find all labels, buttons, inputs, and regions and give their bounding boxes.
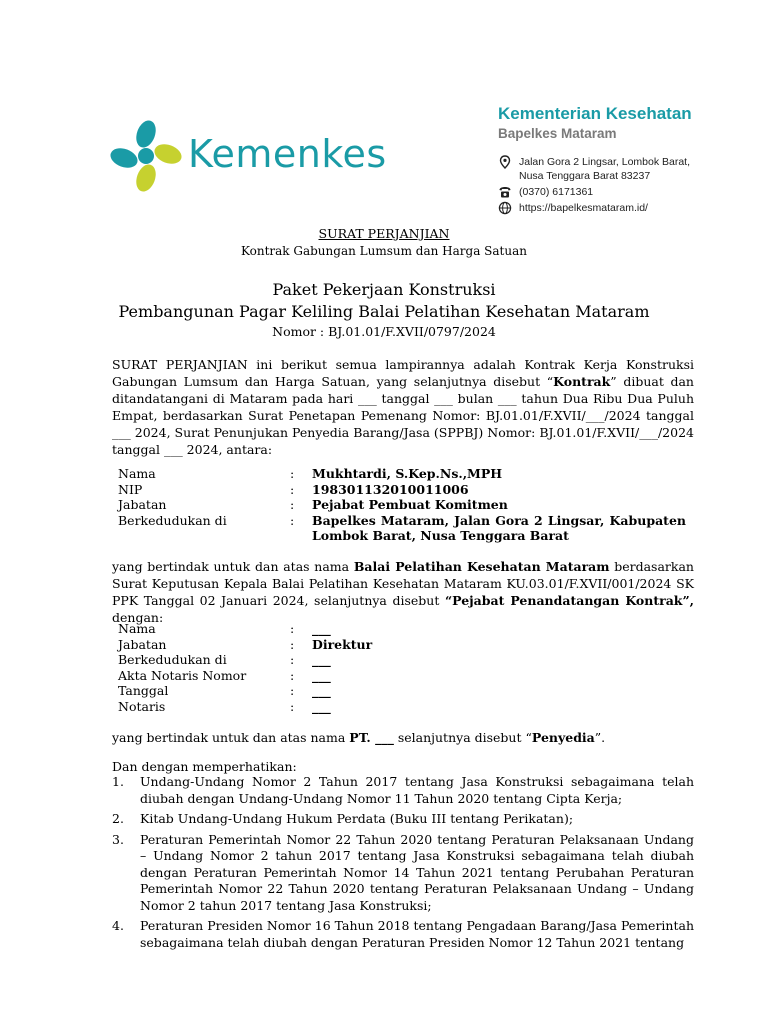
party2-fields — [118, 621, 686, 714]
list-item — [112, 832, 694, 915]
colon: : — [290, 466, 295, 481]
list-number: 1. — [112, 774, 124, 789]
document-type-title: SURAT PERJANJIAN — [318, 226, 450, 241]
field-value: Direktur — [312, 636, 373, 652]
colon: : — [290, 512, 295, 528]
field-row — [118, 497, 686, 513]
intro-text-1: SURAT PERJANJIAN ini berikut semua lampirannya adalah Kontrak Kerja Konstruksi Gabungan Lumsum dan Harga Satuan, yang selanjutnya disebut “ — [112, 357, 694, 389]
list-item — [112, 918, 694, 951]
field-value: ___ — [312, 667, 331, 683]
rep2-text-3: ”. — [594, 730, 606, 745]
field-row — [118, 482, 686, 498]
list-number: 3. — [112, 831, 124, 847]
field-row — [118, 621, 686, 637]
rep1-org: Balai Pelatihan Kesehatan Mataram — [353, 559, 610, 574]
field-value: Mukhtardi, S.Kep.Ns.,MPH — [312, 466, 503, 481]
field-value: ___ — [312, 652, 331, 667]
list-item — [112, 774, 694, 807]
organization-block — [498, 103, 738, 217]
intro-text-2: ” dibuat dan ditandatangani di Mataram pada hari ___ tanggal ___ bulan ___ tahun Dua Ribu Dua Puluh Empat, berdasarkan Surat Penetapan Pemenang Nomor: BJ.01.01/F.XVII/___/2024 tanggal ___ 2024, Surat Penunjukan Penyedia Barang/Jasa (SPPBJ) Nomor: BJ.01.01/F.XVII/___/2024 tanggal ___ 2024, antara: — [112, 374, 694, 457]
list-number: 2. — [112, 811, 124, 826]
address-line-1: Jalan Gora 2 Lingsar, Lombok Barat, — [519, 156, 691, 168]
colon: : — [290, 667, 295, 683]
intro-paragraph — [112, 356, 694, 458]
colon: : — [290, 497, 295, 512]
kemenkes-emblem-icon — [110, 120, 182, 192]
contract-type-subtitle: Kontrak Gabungan Lumsum dan Harga Satuan — [240, 244, 527, 258]
field-label: Berkedudukan di — [118, 512, 227, 528]
field-row — [118, 652, 686, 668]
list-item — [112, 811, 694, 828]
rep1-text-1: yang bertindak untuk dan atas nama — [112, 559, 354, 574]
phone-number: (0370) 6171361 — [519, 186, 594, 198]
field-value: ___ — [312, 698, 331, 714]
rep1-text-3: dengan: — [112, 610, 164, 625]
field-label: Nama — [118, 466, 156, 481]
list-text: Peraturan Pemerintah Nomor 22 Tahun 2020 tentang Peraturan Pelaksanaan Undang – Undang Nomor 2 tahun 2017 tentang Jasa Konstruksi sebagaimana telah diubah dengan Peraturan Pemerintah Nomor 14 Tahun 2021 tentang Perubahan Peraturan Pemerintah Nomor 22 Tahun 2020 tentang Peraturan Pelaksanaan Undang – Undang Nomor 2 tahun 2017 tentang Jasa Konstruksi; — [140, 831, 694, 913]
field-row — [118, 513, 686, 544]
field-row — [118, 683, 686, 699]
field-label: Akta Notaris Nomor — [118, 667, 247, 683]
colon: : — [290, 652, 295, 667]
colon: : — [290, 636, 295, 652]
field-label: Jabatan — [118, 636, 167, 652]
list-text: Undang-Undang Nomor 2 Tahun 2017 tentang Jasa Konstruksi sebagaimana telah diubah dengan Undang-Undang Nomor 11 Tahun 2020 tentang Cipta Kerja; — [140, 774, 694, 806]
contract-number: Nomor : BJ.01.01/F.XVII/0797/2024 — [272, 324, 496, 339]
phone-row — [498, 185, 738, 199]
org-name: Kementerian Kesehatan — [498, 104, 692, 123]
globe-icon — [498, 201, 512, 215]
field-label: NIP — [118, 481, 143, 497]
rep2-text-1: yang bertindak untuk dan atas nama — [112, 730, 350, 745]
rep2-text-2: selanjutnya disebut “ — [393, 730, 532, 745]
colon: : — [290, 698, 295, 714]
colon: : — [290, 481, 295, 497]
rep1-role: “Pejabat Penandatangan Kontrak”, — [444, 593, 694, 608]
list-text: Kitab Undang-Undang Hukum Perdata (Buku III tentang Perikatan); — [140, 811, 574, 826]
field-label: Jabatan — [118, 497, 167, 512]
list-number: 4. — [112, 918, 124, 933]
contact-info — [498, 155, 738, 215]
project-title: Pembangunan Pagar Keliling Balai Pelatihan Kesehatan Mataram — [118, 302, 650, 321]
field-row — [118, 668, 686, 684]
field-row — [118, 637, 686, 653]
address-row — [498, 155, 738, 183]
party2-representation — [112, 729, 694, 746]
org-subname: Bapelkes Mataram — [498, 126, 617, 141]
field-label: Tanggal — [118, 683, 169, 698]
field-row — [118, 699, 686, 715]
package-title: Paket Pekerjaan Konstruksi — [272, 280, 496, 299]
field-value: ___ — [312, 683, 331, 698]
logo-wordmark: Kemenkes — [188, 132, 387, 176]
colon: : — [290, 621, 295, 636]
address-line-2: Nusa Tenggara Barat 83237 — [519, 170, 651, 182]
website-link[interactable]: https://bapelkesmataram.id/ — [519, 202, 648, 214]
field-value: ___ — [312, 621, 331, 636]
party1-fields — [118, 466, 686, 544]
list-text: Peraturan Presiden Nomor 16 Tahun 2018 tentang Pengadaan Barang/Jasa Pemerintah sebagaimana telah diubah dengan Peraturan Presiden Nomor 12 Tahun 2021 tentang — [140, 918, 694, 950]
field-value: 198301132010011006 — [312, 481, 469, 497]
considering-heading: Dan dengan memperhatikan: — [112, 759, 297, 774]
colon: : — [290, 683, 295, 698]
rep2-role: Penyedia — [531, 730, 595, 745]
location-pin-icon — [498, 155, 512, 169]
website-row — [498, 201, 738, 215]
field-label: Notaris — [118, 698, 166, 714]
field-value: Bapelkes Mataram, Jalan Gora 2 Lingsar, Kabupaten Lombok Barat, Nusa Tenggara Barat — [312, 512, 686, 543]
rep2-company: PT. ___ — [349, 730, 394, 745]
field-value: Pejabat Pembuat Komitmen — [312, 497, 508, 512]
party1-representation — [112, 558, 694, 626]
rep1-text-2: berdasarkan Surat Keputusan Kepala Balai Pelatihan Kesehatan Mataram KU.03.01/F.XVII/001/2024 SK PPK Tanggal 02 Januari 2024, selanjutnya disebut — [112, 559, 694, 608]
field-row — [118, 466, 686, 482]
kemenkes-logo — [110, 120, 410, 200]
field-label: Nama — [118, 621, 156, 636]
field-label: Berkedudukan di — [118, 652, 227, 667]
phone-icon — [498, 185, 512, 199]
regulations-list — [112, 774, 694, 955]
intro-kontrak-term: Kontrak — [553, 374, 611, 389]
